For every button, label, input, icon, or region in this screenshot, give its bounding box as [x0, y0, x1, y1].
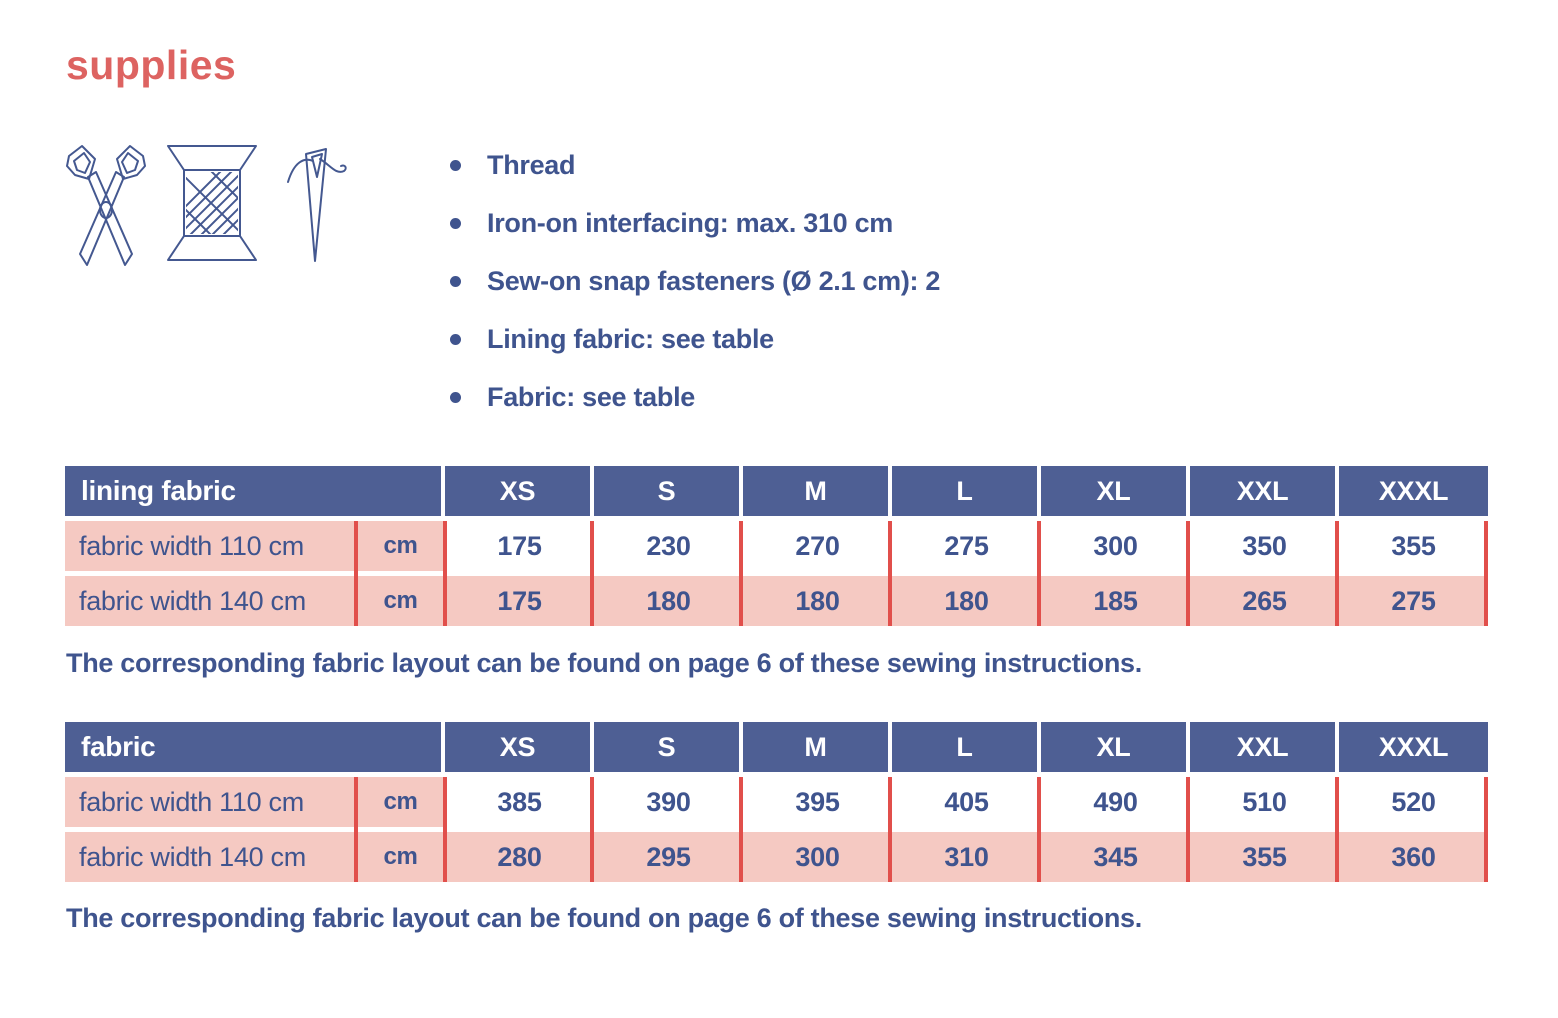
column-divider: [1037, 777, 1041, 882]
bullet-icon: [450, 218, 461, 229]
value-cell: 180: [743, 576, 892, 626]
supplies-list: [450, 151, 940, 441]
value-cell: 175: [445, 521, 594, 571]
column-divider: [1335, 521, 1339, 626]
value-cell: 300: [743, 832, 892, 882]
value-cell: 350: [1190, 521, 1339, 571]
column-divider: [1335, 777, 1339, 882]
table-row: [65, 521, 1488, 571]
column-divider: [1484, 777, 1488, 882]
table-caption: The corresponding fabric layout can be found on page 6 of these sewing instructions.: [66, 903, 1142, 933]
bullet-icon: [450, 160, 461, 171]
size-header-cell: XXXL: [1339, 466, 1488, 516]
row-label-cell: fabric width 140 cm: [65, 832, 356, 882]
unit-cell: cm: [356, 777, 445, 827]
size-header-cell: S: [594, 466, 743, 516]
value-cell: 295: [594, 832, 743, 882]
size-header-cell: XS: [445, 466, 594, 516]
value-cell: 270: [743, 521, 892, 571]
table-title-cell: fabric: [65, 722, 445, 772]
value-cell: 355: [1190, 832, 1339, 882]
value-cell: 360: [1339, 832, 1488, 882]
value-cell: 275: [1339, 576, 1488, 626]
table-caption: The corresponding fabric layout can be found on page 6 of these sewing instructions.: [66, 648, 1142, 678]
list-item: [450, 209, 940, 237]
fabric-table: [65, 722, 1488, 887]
unit-cell: cm: [356, 521, 445, 571]
column-divider: [1186, 777, 1190, 882]
size-header-cell: L: [892, 466, 1041, 516]
list-item-label: Fabric: see table: [487, 382, 695, 412]
value-cell: 300: [1041, 521, 1190, 571]
column-divider: [443, 521, 447, 626]
value-cell: 265: [1190, 576, 1339, 626]
table-row: [65, 576, 1488, 626]
unit-cell: cm: [356, 576, 445, 626]
bullet-icon: [450, 334, 461, 345]
list-item-label: Lining fabric: see table: [487, 324, 774, 354]
list-item: [450, 383, 940, 411]
size-header-cell: XL: [1041, 722, 1190, 772]
list-item: [450, 325, 940, 353]
value-cell: 395: [743, 777, 892, 827]
scissors-icon: [66, 144, 146, 268]
size-header-cell: XXL: [1190, 466, 1339, 516]
value-cell: 520: [1339, 777, 1488, 827]
value-cell: 510: [1190, 777, 1339, 827]
column-divider: [888, 777, 892, 882]
lining-fabric-table: [65, 466, 1488, 631]
list-item-label: Iron-on interfacing: max. 310 cm: [487, 208, 893, 238]
size-header-cell: M: [743, 722, 892, 772]
list-item-label: Sew-on snap fasteners (Ø 2.1 cm): 2: [487, 266, 941, 296]
table-body: [65, 777, 1488, 882]
column-divider: [590, 521, 594, 626]
column-divider: [739, 777, 743, 882]
table-header-row: [65, 466, 1488, 516]
value-cell: 230: [594, 521, 743, 571]
table-row: [65, 777, 1488, 827]
size-header-cell: XS: [445, 722, 594, 772]
bullet-icon: [450, 276, 461, 287]
table-body: [65, 521, 1488, 626]
value-cell: 175: [445, 576, 594, 626]
list-item: [450, 267, 940, 295]
value-cell: 180: [594, 576, 743, 626]
bullet-icon: [450, 392, 461, 403]
value-cell: 280: [445, 832, 594, 882]
row-label-cell: fabric width 140 cm: [65, 576, 356, 626]
supplies-icons: [66, 144, 348, 268]
column-divider: [1037, 521, 1041, 626]
table-title-cell: lining fabric: [65, 466, 445, 516]
value-cell: 275: [892, 521, 1041, 571]
thread-spool-icon: [166, 144, 258, 262]
value-cell: 310: [892, 832, 1041, 882]
size-header-cell: S: [594, 722, 743, 772]
value-cell: 405: [892, 777, 1041, 827]
size-header-cell: XL: [1041, 466, 1190, 516]
size-header-cell: XXXL: [1339, 722, 1488, 772]
value-cell: 490: [1041, 777, 1190, 827]
row-label-cell: fabric width 110 cm: [65, 777, 356, 827]
row-label-cell: fabric width 110 cm: [65, 521, 356, 571]
value-cell: 390: [594, 777, 743, 827]
column-divider: [1186, 521, 1190, 626]
value-cell: 185: [1041, 576, 1190, 626]
column-divider: [354, 521, 358, 626]
value-cell: 345: [1041, 832, 1190, 882]
column-divider: [888, 521, 892, 626]
page-title: supplies: [66, 42, 237, 88]
table-header-row: [65, 722, 1488, 772]
list-item-label: Thread: [487, 150, 576, 180]
size-header-cell: XXL: [1190, 722, 1339, 772]
size-header-cell: L: [892, 722, 1041, 772]
table-row: [65, 832, 1488, 882]
value-cell: 385: [445, 777, 594, 827]
size-header-cell: M: [743, 466, 892, 516]
column-divider: [443, 777, 447, 882]
list-item: [450, 151, 940, 179]
unit-cell: cm: [356, 832, 445, 882]
column-divider: [590, 777, 594, 882]
value-cell: 180: [892, 576, 1041, 626]
column-divider: [739, 521, 743, 626]
value-cell: 355: [1339, 521, 1488, 571]
column-divider: [354, 777, 358, 882]
needle-icon: [286, 144, 348, 268]
column-divider: [1484, 521, 1488, 626]
